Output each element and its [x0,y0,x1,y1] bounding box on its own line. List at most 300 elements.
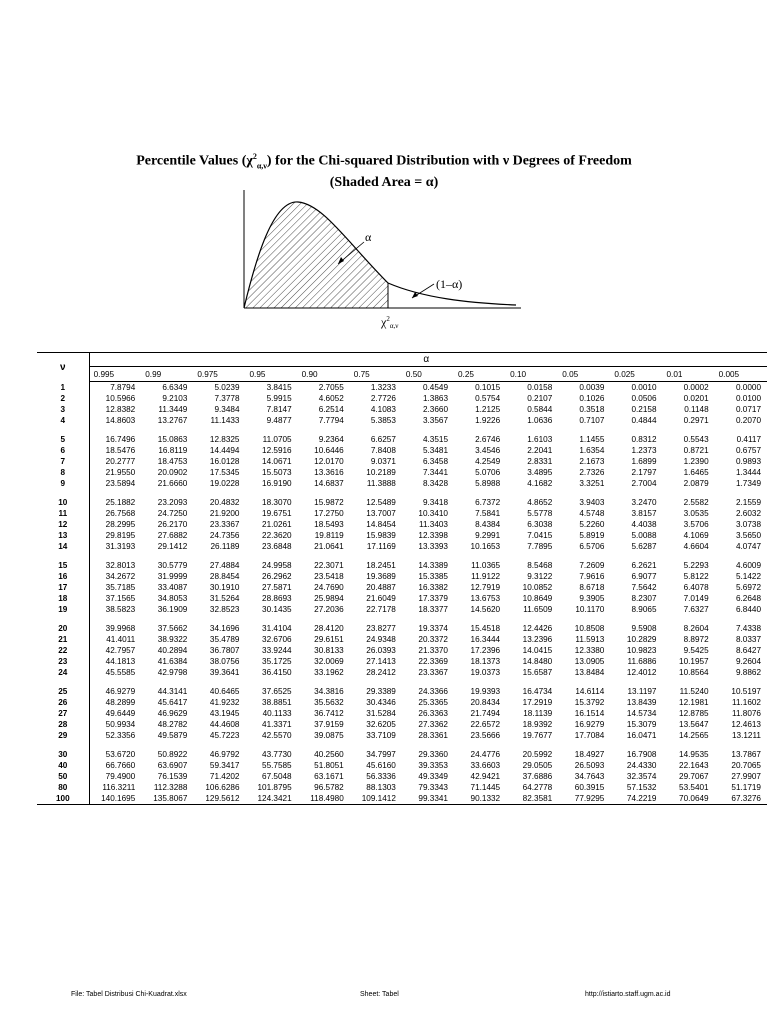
value-cell: 33.1962 [314,668,344,677]
column-header: 0.75 [350,367,402,382]
value-cell: 10.2829 [626,635,657,644]
chi-squared-distribution-figure [238,188,528,333]
value-cell: 0.0717 [735,405,761,414]
value-cell: 12.3380 [574,646,605,655]
value-cell: 7.3441 [422,468,448,477]
value-cell: 11.6886 [627,657,657,666]
value-cell: 0.2107 [527,394,553,403]
value-cell: 67.3276 [715,793,767,805]
value-cell: 14.8480 [522,657,553,666]
value-cell: 16.4734 [522,687,553,696]
value-cell: 7.3778 [214,394,240,403]
value-cell: 4.6052 [318,394,344,403]
value-cell: 10.8564 [679,668,709,677]
value-cell: 13.1197 [627,687,657,696]
nu-cell: 20 [37,623,89,634]
value-cell: 21.9550 [105,468,136,477]
value-cell: 30.1910 [209,583,240,592]
value-cell: 4.5748 [579,509,605,518]
value-cell: 14.5734 [626,709,657,718]
value-cell: 3.2470 [631,498,657,507]
value-cell: 63.6907 [157,761,188,770]
value-cell: 27.1413 [366,657,396,666]
footer-url: http://istiarto.staff.ugm.ac.id [585,991,671,998]
value-cell: 9.2604 [735,657,761,666]
value-cell: 17.2396 [470,646,501,655]
value-cell: 11.9122 [471,572,501,581]
value-cell: 9.3905 [579,594,605,603]
value-cell: 35.4789 [209,635,240,644]
value-cell: 32.0069 [314,657,344,666]
value-cell: 9.2103 [162,394,188,403]
value-cell: 19.0373 [470,668,501,677]
value-cell: 7.8147 [266,405,292,414]
nu-cell: 25 [37,686,89,697]
value-cell: 124.3421 [246,793,298,805]
value-cell: 82.3581 [506,793,558,805]
value-cell: 13.8439 [626,698,657,707]
value-cell: 9.4877 [266,416,292,425]
value-cell: 63.1671 [314,772,344,781]
value-cell: 38.8851 [262,698,292,707]
value-cell: 5.6287 [631,542,657,551]
nu-cell: 22 [37,645,89,656]
value-cell: 10.5197 [731,687,761,696]
value-cell: 2.1559 [735,498,761,507]
column-header: 0.99 [141,367,193,382]
value-cell: 15.3079 [626,720,657,729]
value-cell: 8.6427 [735,646,761,655]
value-cell: 4.6604 [683,542,709,551]
value-cell: 11.5240 [679,687,709,696]
value-cell: 18.1139 [523,709,553,718]
value-cell: 18.5493 [314,520,344,529]
value-cell: 44.4608 [209,720,240,729]
value-cell: 33.9244 [262,646,292,655]
value-cell: 12.1981 [679,698,709,707]
value-cell: 23.6848 [262,542,292,551]
column-header: 0.95 [246,367,298,382]
value-cell: 6.3458 [422,457,448,466]
value-cell: 49.3349 [418,772,448,781]
value-cell: 33.4087 [157,583,188,592]
value-cell: 4.6009 [735,561,761,570]
footer-file: File: Tabel Distribusi Chi-Kuadrat.xlsx [71,991,187,998]
nu-cell: 5 [37,434,89,445]
value-cell: 28.8454 [209,572,240,581]
value-cell: 45.5585 [105,668,136,677]
value-cell: 53.5401 [679,783,709,792]
value-cell: 13.2396 [522,635,553,644]
value-cell: 39.3641 [209,668,240,677]
value-cell: 26.2170 [157,520,188,529]
value-cell: 4.2549 [475,457,501,466]
value-cell: 34.8053 [157,594,188,603]
value-cell: 41.9232 [209,698,240,707]
value-cell: 55.7585 [262,761,292,770]
value-cell: 13.6753 [470,594,501,603]
value-cell: 28.2412 [366,668,396,677]
value-cell: 11.8076 [732,709,761,718]
value-cell: 8.3428 [422,479,448,488]
value-cell: 129.5612 [193,793,245,805]
value-cell: 0.5844 [527,405,553,414]
value-cell: 7.8408 [370,446,396,455]
value-cell: 30.5779 [157,561,188,570]
value-cell: 77.9295 [558,793,610,805]
table-row [37,456,767,467]
value-cell: 6.2621 [631,561,657,570]
chi-squared-table [37,352,767,805]
table-row [37,593,767,604]
value-cell: 5.9915 [266,394,292,403]
value-cell: 42.5570 [262,731,292,740]
column-header: 0.01 [663,367,715,382]
nu-cell: 40 [37,760,89,771]
value-cell: 0.2158 [631,405,657,414]
table-row [37,793,767,805]
value-cell: 96.5782 [314,783,344,792]
value-cell: 11.0365 [471,561,501,570]
row-gap [37,741,89,749]
value-cell: 48.2899 [105,698,136,707]
value-cell: 24.3366 [418,687,448,696]
value-cell: 16.0128 [209,457,240,466]
value-cell: 29.8195 [105,531,136,540]
value-cell: 41.3371 [262,720,292,729]
value-cell: 13.5647 [679,720,709,729]
value-cell: 7.5841 [475,509,501,518]
nu-cell: 18 [37,593,89,604]
value-cell: 4.1083 [370,405,396,414]
value-cell: 13.3393 [418,542,448,551]
value-cell: 60.3915 [574,783,605,792]
value-cell: 2.7004 [631,479,657,488]
value-cell: 8.9065 [631,605,657,614]
column-header: 0.05 [558,367,610,382]
nu-cell: 100 [37,793,89,805]
nu-cell: 30 [37,749,89,760]
nu-cell: 9 [37,478,89,489]
value-cell: 7.7794 [318,416,344,425]
value-cell: 0.0039 [579,383,605,392]
value-cell: 11.5913 [575,635,605,644]
value-cell: 5.0239 [214,383,240,392]
value-cell: 12.3398 [418,531,448,540]
value-cell: 0.9893 [735,457,761,466]
value-cell: 12.4613 [731,720,761,729]
value-cell: 24.4330 [626,761,657,770]
value-cell: 26.1189 [210,542,240,551]
value-cell: 17.2750 [314,509,344,518]
value-cell: 11.3888 [366,479,396,488]
value-cell: 1.6899 [631,457,657,466]
value-cell: 16.7908 [626,750,657,759]
table-row [37,656,767,667]
value-cell: 37.1565 [105,594,136,603]
value-cell: 10.2189 [366,468,396,477]
value-cell: 10.1170 [575,605,605,614]
value-cell: 20.0902 [157,468,188,477]
table-row [37,404,767,415]
value-cell: 9.3418 [422,498,448,507]
value-cell: 19.8119 [314,531,344,540]
value-cell: 5.3853 [370,416,396,425]
nu-cell: 16 [37,571,89,582]
value-cell: 27.2036 [314,605,344,614]
column-header: 0.90 [298,367,350,382]
value-cell: 2.1797 [631,468,657,477]
value-cell: 45.6417 [157,698,188,707]
value-cell: 7.4338 [735,624,761,633]
value-cell: 1.3233 [370,383,396,392]
value-cell: 33.6603 [470,761,501,770]
value-cell: 2.2041 [527,446,553,455]
value-cell: 51.1719 [731,783,761,792]
value-cell: 6.5706 [579,542,605,551]
value-cell: 28.8693 [262,594,292,603]
value-cell: 6.6349 [162,383,188,392]
nu-cell: 28 [37,719,89,730]
value-cell: 14.8454 [366,520,396,529]
value-cell: 26.5093 [574,761,605,770]
value-cell: 16.3382 [418,583,448,592]
value-cell: 10.9823 [626,646,657,655]
value-cell: 13.1211 [732,731,761,740]
value-cell: 12.4426 [522,624,553,633]
value-cell: 140.1695 [89,793,141,805]
value-cell: 20.8434 [470,698,501,707]
table-row [37,530,767,541]
value-cell: 7.9616 [579,572,605,581]
value-cell: 9.2991 [475,531,501,540]
value-cell: 27.6882 [157,531,188,540]
value-cell: 23.8277 [366,624,396,633]
value-cell: 46.9792 [209,750,240,759]
value-cell: 0.4549 [422,383,448,392]
value-cell: 32.6706 [262,635,292,644]
value-cell: 0.1026 [579,394,605,403]
value-cell: 14.0415 [522,646,553,655]
value-cell: 9.3122 [527,572,553,581]
value-cell: 30.8133 [314,646,344,655]
value-cell: 3.0738 [735,520,761,529]
value-cell: 15.9839 [366,531,396,540]
value-cell: 43.1945 [209,709,240,718]
value-cell: 42.9798 [157,668,188,677]
value-cell: 14.2565 [679,731,709,740]
table-row [37,393,767,404]
nu-cell: 80 [37,782,89,793]
value-cell: 44.3141 [157,687,188,696]
row-gap [37,426,89,434]
value-cell: 1.6103 [527,435,553,444]
value-cell: 35.5632 [314,698,344,707]
value-cell: 11.3449 [158,405,188,414]
nu-cell: 21 [37,634,89,645]
value-cell: 28.2995 [105,520,136,529]
value-cell: 1.3863 [422,394,448,403]
value-cell: 0.0158 [527,383,553,392]
value-cell: 34.3816 [314,687,344,696]
value-cell: 0.5543 [683,435,709,444]
value-cell: 2.8331 [527,457,553,466]
value-cell: 14.3389 [418,561,448,570]
value-cell: 23.5666 [470,731,501,740]
value-cell: 109.1412 [350,793,402,805]
value-cell: 13.8484 [574,668,605,677]
value-cell: 0.1148 [684,405,709,414]
value-cell: 20.4887 [366,583,396,592]
value-cell: 40.1133 [262,709,292,718]
table-row [37,623,767,634]
value-cell: 1.9226 [475,416,501,425]
value-cell: 13.0905 [574,657,605,666]
value-cell: 8.0337 [735,635,761,644]
value-cell: 34.7997 [366,750,396,759]
table-row [37,771,767,782]
value-cell: 41.6384 [157,657,188,666]
value-cell: 19.7677 [522,731,553,740]
value-cell: 0.0506 [631,394,657,403]
value-cell: 32.6205 [366,720,396,729]
value-cell: 39.9968 [105,624,136,633]
value-cell: 2.7326 [579,468,605,477]
value-cell: 2.6032 [735,509,761,518]
value-cell: 1.6465 [683,468,709,477]
value-cell: 2.7726 [370,394,396,403]
value-cell: 4.3515 [422,435,448,444]
table-row [37,571,767,582]
value-cell: 23.5418 [314,572,344,581]
table-row [37,667,767,678]
value-cell: 48.2782 [157,720,188,729]
value-cell: 12.5489 [366,498,396,507]
value-cell: 38.5823 [105,605,136,614]
nu-cell: 11 [37,508,89,519]
value-cell: 5.8919 [579,531,605,540]
nu-cell: 10 [37,497,89,508]
value-cell: 53.6720 [105,750,136,759]
table-row [37,519,767,530]
value-cell: 4.4038 [631,520,657,529]
value-cell: 17.3379 [418,594,448,603]
value-cell: 1.7349 [735,479,761,488]
value-cell: 74.2219 [610,793,662,805]
value-cell: 1.3444 [735,468,761,477]
value-cell: 24.7690 [314,583,344,592]
value-cell: 6.2648 [735,594,761,603]
value-cell: 71.1445 [470,783,501,792]
value-cell: 16.3444 [470,635,501,644]
value-cell: 16.8119 [158,446,188,455]
value-cell: 23.3367 [418,668,448,677]
value-cell: 20.4832 [209,498,240,507]
value-cell: 24.9348 [366,635,396,644]
table-row [37,760,767,771]
value-cell: 42.9421 [470,772,501,781]
value-cell: 0.6757 [735,446,761,455]
row-gap [37,489,89,497]
table-row [37,697,767,708]
table-row [37,604,767,615]
nu-cell: 12 [37,519,89,530]
value-cell: 99.3341 [402,793,454,805]
table-row [37,434,767,445]
value-cell: 37.9159 [314,720,344,729]
value-cell: 59.3417 [209,761,240,770]
value-cell: 5.8988 [475,479,501,488]
value-cell: 21.7494 [470,709,501,718]
value-cell: 7.7895 [527,542,553,551]
value-cell: 18.2451 [366,561,396,570]
value-cell: 22.3620 [262,531,292,540]
value-cell: 35.1725 [262,657,292,666]
value-cell: 35.7185 [105,583,136,592]
nu-cell: 2 [37,393,89,404]
value-cell: 32.3574 [626,772,657,781]
critical-value-label: $\chi^2_{\alpha,\nu}$ [381,315,399,330]
value-cell: 34.1696 [209,624,240,633]
value-cell: 23.3367 [209,520,240,529]
value-cell: 46.9279 [105,687,136,696]
one-minus-alpha-label: (1–α) [436,277,463,291]
value-cell: 42.7957 [105,646,136,655]
column-header: 0.10 [506,367,558,382]
value-cell: 10.0852 [522,583,553,592]
value-cell: 0.0002 [683,383,709,392]
value-cell: 66.7660 [105,761,136,770]
table-row [37,497,767,508]
alpha-header: α [89,353,767,367]
value-cell: 7.6327 [683,605,709,614]
value-cell: 11.0705 [262,435,292,444]
value-cell: 36.7807 [209,646,240,655]
value-cell: 56.3336 [366,772,396,781]
value-cell: 5.0706 [475,468,501,477]
value-cell: 36.4150 [262,668,292,677]
value-cell: 31.4104 [262,624,292,633]
value-cell: 24.7250 [157,509,188,518]
value-cell: 18.9392 [522,720,553,729]
value-cell: 45.7223 [209,731,240,740]
value-cell: 12.8325 [209,435,240,444]
value-cell: 37.6886 [522,772,553,781]
value-cell: 50.9934 [105,720,136,729]
value-cell: 8.5468 [527,561,553,570]
nu-cell: 26 [37,697,89,708]
nu-cell: 50 [37,771,89,782]
value-cell: 5.2293 [683,561,709,570]
column-header: 0.25 [454,367,506,382]
value-cell: 101.8795 [257,783,292,792]
value-cell: 15.3385 [418,572,448,581]
value-cell: 90.1332 [454,793,506,805]
nu-cell: 15 [37,560,89,571]
table-row [37,467,767,478]
value-cell: 18.4927 [574,750,605,759]
value-cell: 32.8523 [209,605,240,614]
shaded-area-alpha [244,202,388,308]
table-row [37,508,767,519]
value-cell: 4.1069 [683,531,709,540]
value-cell: 8.2604 [683,624,709,633]
value-cell: 16.9279 [574,720,605,729]
value-cell: 64.2778 [522,783,553,792]
value-cell: 71.4202 [209,772,240,781]
nu-cell: 17 [37,582,89,593]
value-cell: 76.1539 [157,772,188,781]
